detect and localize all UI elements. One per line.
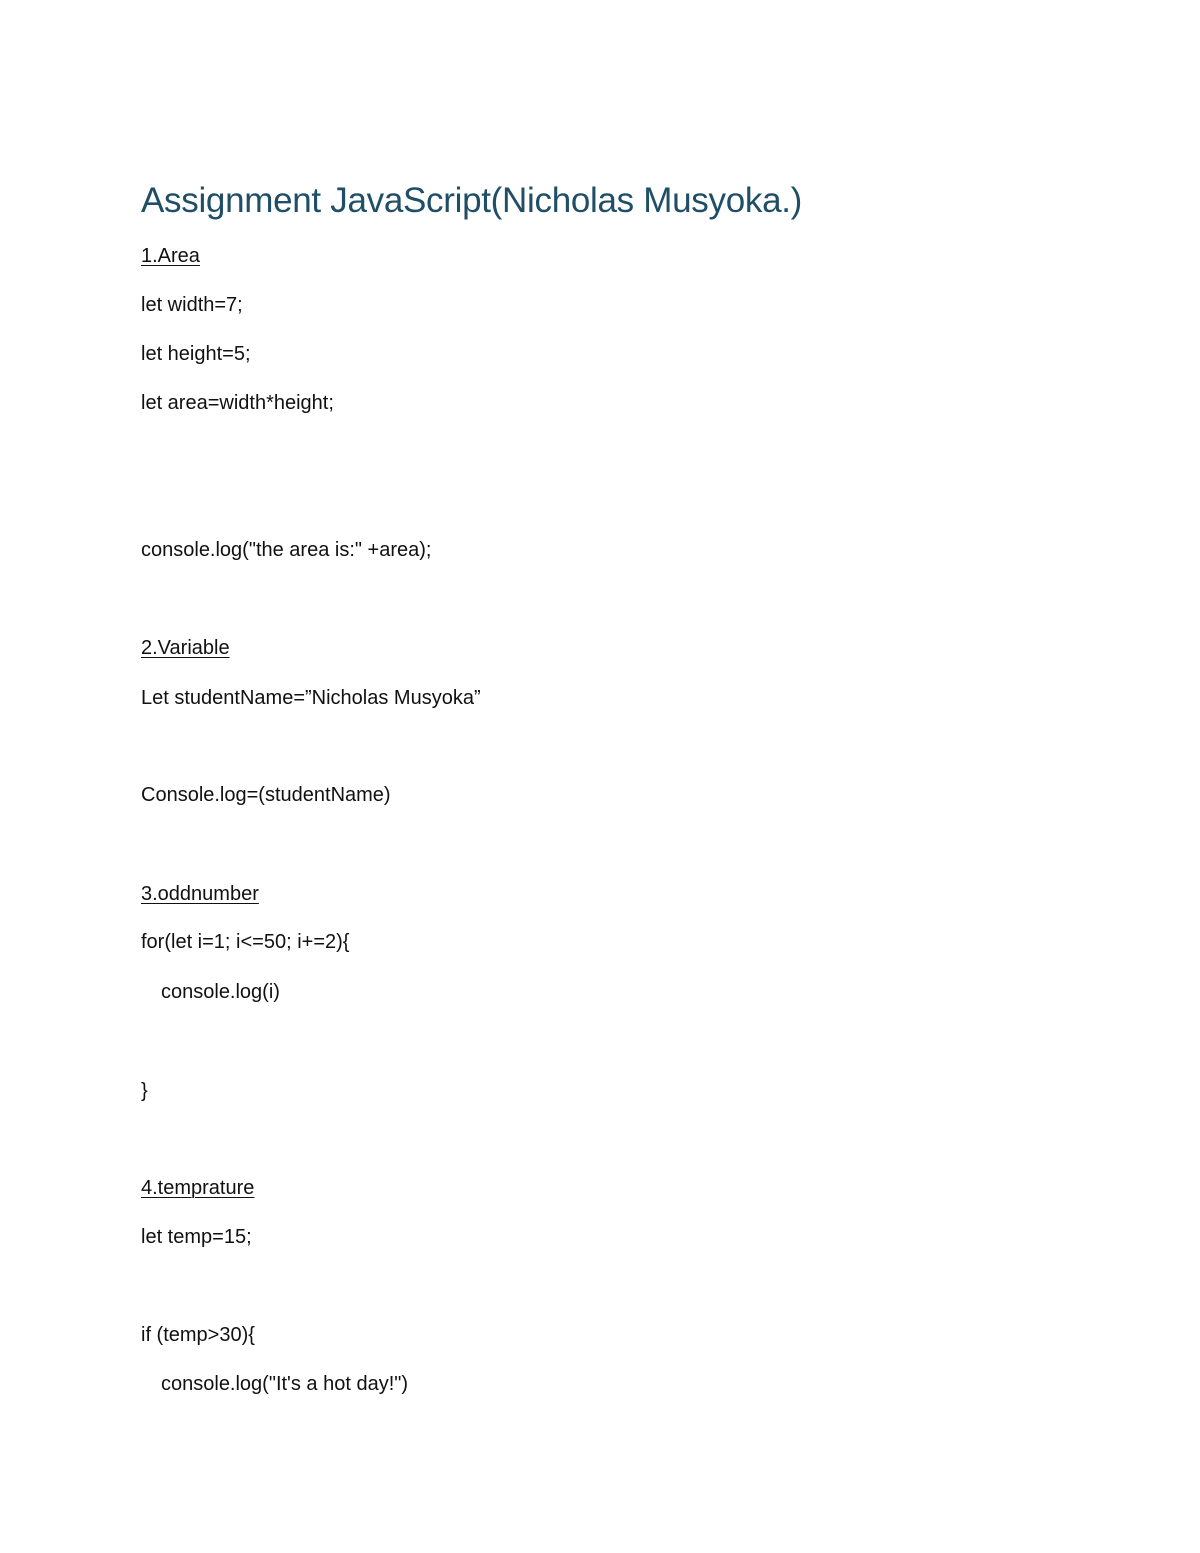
code-line: console.log("It's a hot day!") <box>161 1373 409 1395</box>
code-line: Console.log=(studentName) <box>141 784 391 806</box>
code-line: console.log("the area is:" +area); <box>141 539 432 561</box>
code-line: let width=7; <box>141 294 243 316</box>
document-title: Assignment JavaScript(Nicholas Musyoka.) <box>141 181 803 220</box>
section-heading-variable: 2.Variable <box>141 637 230 659</box>
section-heading-temprature: 4.temprature <box>141 1177 255 1199</box>
code-line: console.log(i) <box>161 981 280 1003</box>
code-line: if (temp>30){ <box>141 1324 255 1346</box>
section-heading-oddnumber: 3.oddnumber <box>141 883 259 905</box>
code-line: let temp=15; <box>141 1226 252 1248</box>
section-heading-area: 1.Area <box>141 245 200 267</box>
code-line: for(let i=1; i<=50; i+=2){ <box>141 931 350 953</box>
code-line: } <box>141 1080 148 1102</box>
code-line: Let studentName=”Nicholas Musyoka” <box>141 687 481 709</box>
code-line: let height=5; <box>141 343 251 365</box>
code-line: let area=width*height; <box>141 392 334 414</box>
